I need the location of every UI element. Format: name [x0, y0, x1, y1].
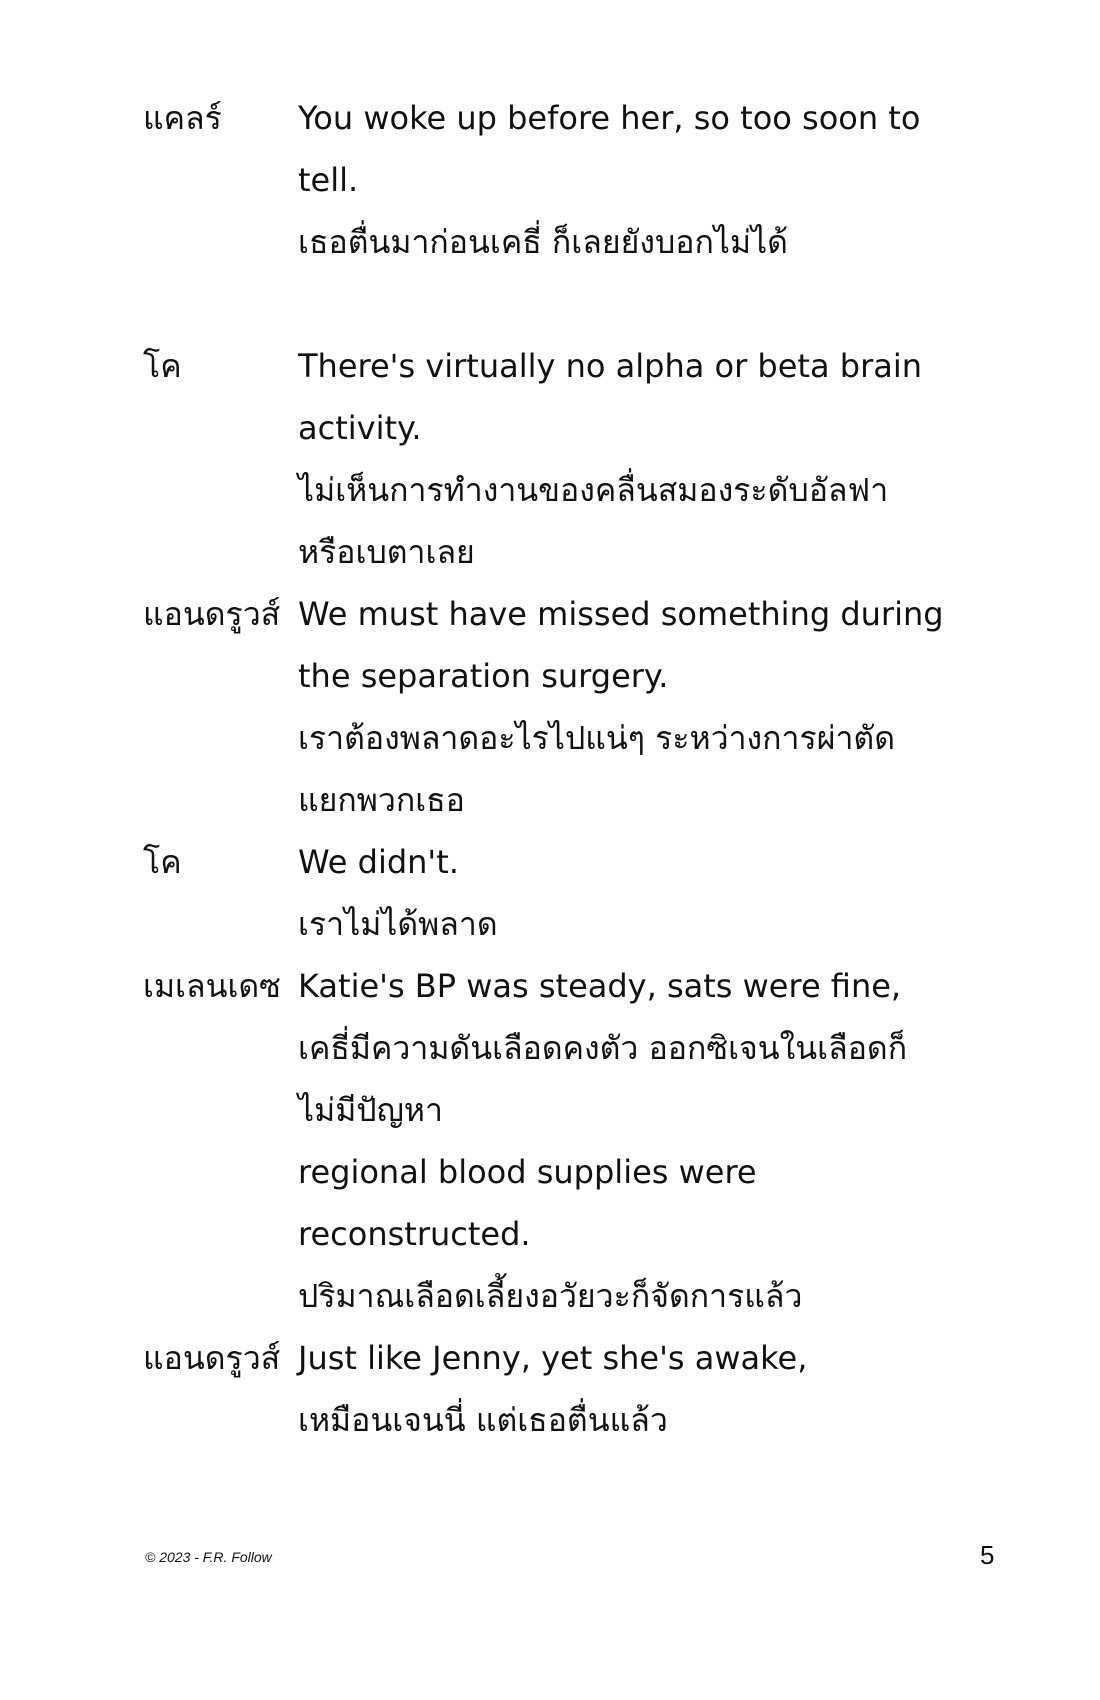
speaker-name: แอนดรูวส์ — [143, 595, 281, 633]
dialogue-line: reconstructed. — [298, 1215, 531, 1253]
speaker-name: โค — [143, 347, 182, 385]
dialogue-line: Just like Jenny, yet she's awake, — [298, 1339, 808, 1377]
dialogue-line: ปริมาณเลือดเลี้ยงอวัยวะก็จัดการแล้ว — [298, 1277, 803, 1315]
speaker-name: แคลร์ — [143, 99, 222, 137]
copyright-notice: © 2023 - F.R. Follow — [145, 1549, 272, 1565]
dialogue-line: เหมือนเจนนี่ แต่เธอตื่นแล้ว — [298, 1401, 668, 1439]
speaker-name: แอนดรูวส์ — [143, 1339, 281, 1377]
dialogue-line: There's virtually no alpha or beta brain — [298, 347, 922, 385]
speaker-name: โค — [143, 843, 182, 881]
dialogue-line: เธอตื่นมาก่อนเคธี่ ก็เลยยังบอกไม่ได้ — [298, 223, 788, 261]
speaker-name: เมเลนเดซ — [143, 967, 281, 1005]
page-number: 5 — [980, 1540, 995, 1570]
dialogue-line: เคธี่มีความดันเลือดคงตัว ออกซิเจนในเลือดก็ — [298, 1029, 908, 1067]
dialogue-line: tell. — [298, 161, 359, 199]
dialogue-line: หรือเบตาเลย — [298, 533, 475, 571]
dialogue-line: แยกพวกเธอ — [298, 781, 465, 819]
dialogue-line: activity. — [298, 409, 422, 447]
dialogue-line: ไม่มีปัญหา — [298, 1091, 443, 1129]
dialogue-line: You woke up before her, so too soon to — [298, 99, 921, 137]
dialogue-line: Katie's BP was steady, sats were fine, — [298, 967, 902, 1005]
dialogue-line: We didn't. — [298, 843, 459, 881]
dialogue-line: regional blood supplies were — [298, 1153, 757, 1191]
dialogue-line: the separation surgery. — [298, 657, 669, 695]
dialogue-line: We must have missed something during — [298, 595, 944, 633]
dialogue-line: ไม่เห็นการทำงานของคลื่นสมองระดับอัลฟา — [298, 471, 889, 509]
dialogue-line: เราต้องพลาดอะไรไปแน่ๆ ระหว่างการผ่าตัด — [298, 719, 895, 757]
dialogue-line: เราไม่ได้พลาด — [298, 905, 498, 943]
